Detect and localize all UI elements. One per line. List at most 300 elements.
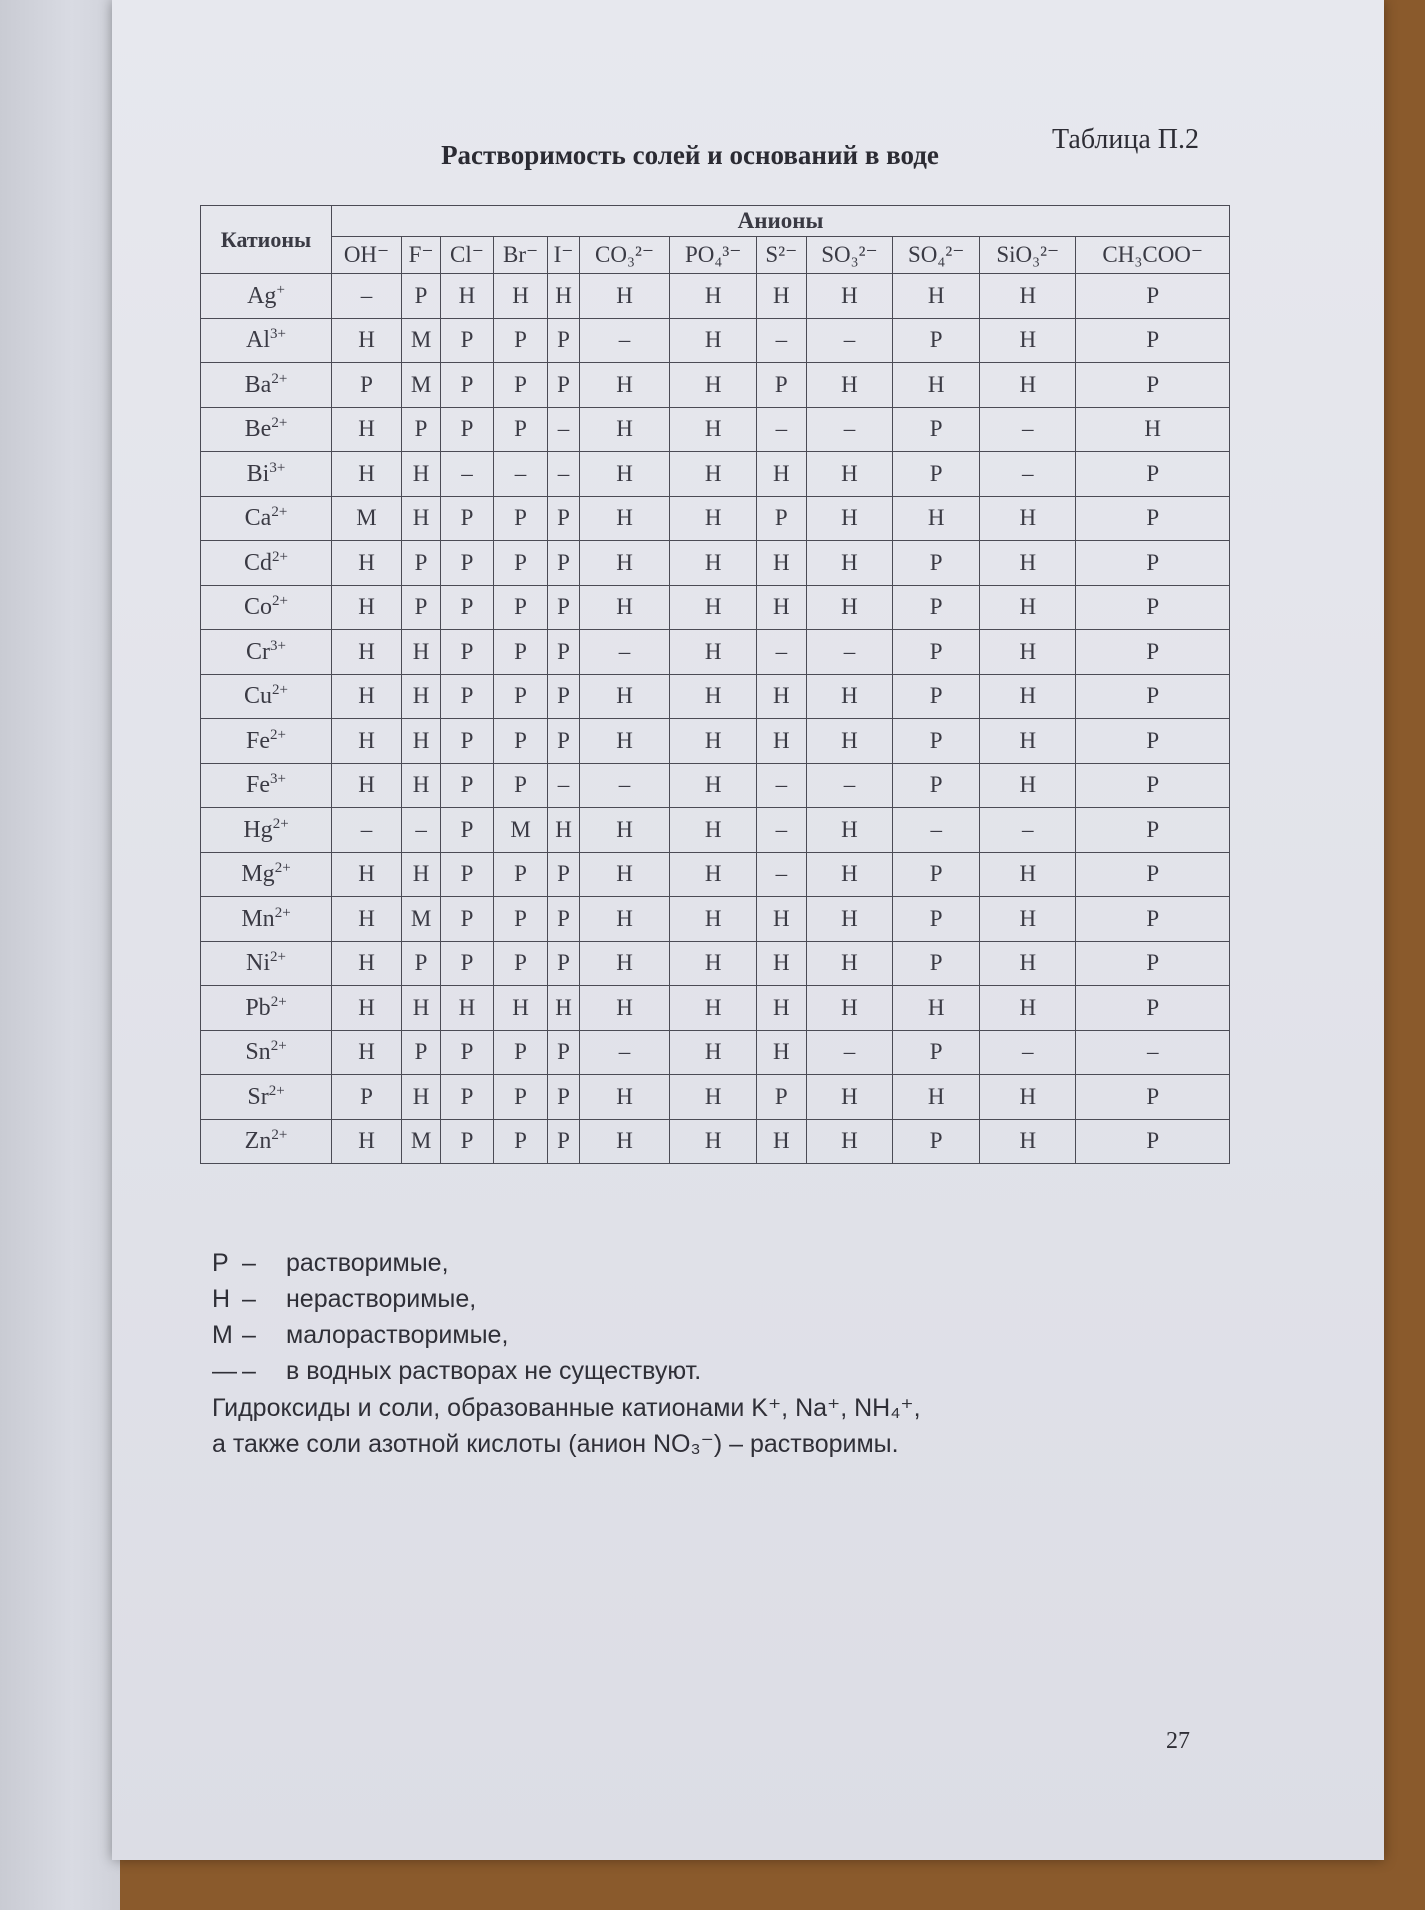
solubility-cell: Н	[493, 274, 548, 319]
solubility-cell: Н	[579, 719, 670, 764]
solubility-cell: Н	[332, 941, 402, 986]
cation-charge: 3+	[269, 459, 286, 476]
solubility-cell: Н	[806, 585, 893, 630]
solubility-cell: Н	[670, 986, 757, 1031]
solubility-cell: Р	[1076, 496, 1230, 541]
cation-symbol: Ba	[244, 371, 272, 398]
solubility-cell: Н	[980, 674, 1076, 719]
cation-symbol: Pb	[245, 994, 271, 1021]
solubility-cell: Р	[493, 630, 548, 675]
cation-charge: 2+	[272, 548, 288, 565]
solubility-cell: –	[1076, 1030, 1230, 1075]
cation-symbol: Ca	[244, 505, 272, 532]
cation-cell	[201, 897, 332, 942]
solubility-cell: Р	[548, 318, 579, 363]
solubility-cell: –	[579, 630, 670, 675]
solubility-cell: Н	[980, 318, 1076, 363]
anion-header-cell: F⁻	[402, 237, 441, 274]
solubility-cell: Р	[493, 897, 548, 942]
solubility-cell: Р	[548, 585, 579, 630]
table-row	[201, 318, 1230, 363]
solubility-cell: Р	[548, 1119, 579, 1164]
solubility-cell: Н	[332, 585, 402, 630]
solubility-cell: Р	[441, 941, 494, 986]
solubility-cell: –	[757, 407, 807, 452]
solubility-cell: –	[757, 852, 807, 897]
solubility-cell: Р	[1076, 318, 1230, 363]
anion-header-row	[201, 237, 1230, 274]
solubility-cell: Н	[579, 674, 670, 719]
cation-symbol: Fe	[246, 772, 271, 799]
solubility-cell: Н	[980, 363, 1076, 408]
table-title: Растворимость солей и оснований в воде	[441, 140, 939, 170]
solubility-cell: Н	[980, 496, 1076, 541]
solubility-cell: Н	[332, 407, 402, 452]
cation-symbol: Cr	[246, 638, 271, 665]
solubility-cell: Р	[757, 1075, 807, 1120]
solubility-cell: Р	[493, 541, 548, 586]
cation-cell	[201, 1030, 332, 1075]
anion-header-cell: PO₄³⁻	[670, 237, 757, 274]
cation-cell	[201, 763, 332, 808]
solubility-cell: Р	[441, 852, 494, 897]
solubility-cell: Н	[670, 363, 757, 408]
solubility-cell: Р	[757, 496, 807, 541]
anion-header-cell: SO₃²⁻	[806, 237, 893, 274]
solubility-cell: Н	[493, 986, 548, 1031]
solubility-cell: Н	[402, 496, 441, 541]
solubility-cell: –	[893, 808, 980, 853]
solubility-cell: Н	[402, 452, 441, 497]
table-row	[201, 763, 1230, 808]
table-row	[201, 407, 1230, 452]
solubility-cell: Н	[579, 897, 670, 942]
solubility-cell: Н	[806, 541, 893, 586]
solubility-cell: –	[402, 808, 441, 853]
solubility-cell: Н	[980, 763, 1076, 808]
solubility-cell: Н	[579, 852, 670, 897]
solubility-cell: Н	[757, 719, 807, 764]
legend	[212, 1245, 701, 1389]
solubility-cell: Р	[493, 941, 548, 986]
solubility-cell: Н	[670, 1119, 757, 1164]
solubility-cell: Н	[402, 1075, 441, 1120]
solubility-cell: Р	[893, 719, 980, 764]
table-row	[201, 808, 1230, 853]
solubility-cell: –	[493, 452, 548, 497]
cation-charge: 2+	[274, 904, 291, 921]
solubility-cell: Н	[579, 585, 670, 630]
solubility-cell: Н	[757, 585, 807, 630]
cation-symbol: Sn	[245, 1039, 271, 1066]
solubility-cell: Н	[332, 897, 402, 942]
cation-charge: 2+	[272, 593, 288, 610]
legend-separator: –	[242, 1249, 256, 1277]
solubility-cell: Р	[441, 630, 494, 675]
solubility-cell: Р	[493, 1030, 548, 1075]
solubility-cell: Н	[893, 274, 980, 319]
solubility-cell: Н	[332, 986, 402, 1031]
solubility-cell: Н	[332, 1030, 402, 1075]
solubility-cell: Н	[670, 852, 757, 897]
solubility-cell: Р	[493, 363, 548, 408]
solubility-cell: Р	[1076, 452, 1230, 497]
solubility-cell: Н	[332, 719, 402, 764]
solubility-cell: Н	[670, 496, 757, 541]
cations-header: Катионы	[201, 206, 332, 274]
solubility-cell: Р	[548, 941, 579, 986]
solubility-cell: Р	[548, 1030, 579, 1075]
solubility-cell: Р	[893, 630, 980, 675]
solubility-cell: –	[757, 630, 807, 675]
solubility-cell: Р	[441, 719, 494, 764]
solubility-cell: Н	[579, 808, 670, 853]
solubility-cell: –	[980, 808, 1076, 853]
cation-symbol: Sr	[247, 1083, 269, 1110]
solubility-cell: Р	[332, 363, 402, 408]
legend-separator: –	[242, 1357, 256, 1385]
cation-symbol: Ag	[247, 282, 277, 309]
solubility-cell: Н	[757, 897, 807, 942]
solubility-cell: Р	[441, 496, 494, 541]
solubility-cell: Н	[806, 941, 893, 986]
solubility-cell: Р	[441, 541, 494, 586]
solubility-cell: Р	[441, 407, 494, 452]
header-group-row	[201, 206, 1230, 237]
table-row	[201, 452, 1230, 497]
solubility-cell: Н	[670, 274, 757, 319]
table-row	[201, 897, 1230, 942]
solubility-cell: Н	[579, 941, 670, 986]
solubility-cell: Н	[806, 986, 893, 1031]
solubility-cell: Н	[670, 630, 757, 675]
cation-cell	[201, 1075, 332, 1120]
cation-charge: 2+	[272, 815, 289, 832]
solubility-cell: Н	[332, 630, 402, 675]
solubility-cell: Р	[441, 763, 494, 808]
solubility-cell: Р	[402, 274, 441, 319]
solubility-cell: Н	[332, 763, 402, 808]
solubility-cell: Н	[806, 452, 893, 497]
solubility-cell: Н	[670, 763, 757, 808]
solubility-cell: Н	[757, 541, 807, 586]
cation-charge: 2+	[271, 504, 288, 521]
legend-text: в водных растворах не существуют.	[286, 1357, 702, 1385]
solubility-cell: М	[402, 1119, 441, 1164]
solubility-cell: Н	[332, 852, 402, 897]
anion-header-cell: CH₃COO⁻	[1076, 237, 1230, 274]
cation-cell	[201, 1119, 332, 1164]
cation-symbol: Mn	[241, 905, 275, 932]
legend-item	[212, 1245, 701, 1281]
solubility-cell: Р	[1076, 897, 1230, 942]
solubility-cell: Р	[1076, 363, 1230, 408]
solubility-cell: Н	[548, 986, 579, 1031]
solubility-cell: Н	[579, 363, 670, 408]
legend-item	[212, 1317, 701, 1353]
cation-charge: 2+	[268, 1082, 285, 1099]
solubility-cell: Н	[579, 1075, 670, 1120]
cation-charge: 2+	[270, 949, 286, 966]
solubility-cell: Р	[548, 897, 579, 942]
cation-symbol: Hg	[243, 816, 273, 843]
cation-charge: 2+	[272, 682, 288, 699]
cation-symbol: Ni	[246, 950, 271, 977]
solubility-cell: Н	[893, 496, 980, 541]
solubility-cell: Н	[402, 986, 441, 1031]
solubility-cell: –	[980, 1030, 1076, 1075]
legend-symbol: М	[212, 1321, 233, 1349]
solubility-cell: Р	[1076, 852, 1230, 897]
table-row	[201, 719, 1230, 764]
legend-symbol: Р	[212, 1249, 229, 1277]
solubility-cell: Р	[893, 407, 980, 452]
solubility-cell: –	[548, 452, 579, 497]
solubility-cell: Р	[893, 941, 980, 986]
solubility-cell: Н	[402, 674, 441, 719]
table-row	[201, 585, 1230, 630]
solubility-cell: Р	[493, 496, 548, 541]
solubility-cell: –	[441, 452, 494, 497]
solubility-cell: Н	[332, 541, 402, 586]
solubility-cell: Р	[893, 897, 980, 942]
solubility-cell: Н	[893, 986, 980, 1031]
solubility-cell: Р	[1076, 541, 1230, 586]
legend-text: малорастворимые,	[286, 1321, 509, 1349]
solubility-cell: Н	[670, 585, 757, 630]
solubility-cell: Р	[493, 1075, 548, 1120]
cation-cell	[201, 318, 332, 363]
table-row	[201, 941, 1230, 986]
solubility-cell: –	[806, 630, 893, 675]
anion-header-cell: Cl⁻	[441, 237, 494, 274]
solubility-cell: Р	[493, 318, 548, 363]
solubility-cell: Н	[980, 585, 1076, 630]
solubility-cell: М	[493, 808, 548, 853]
solubility-cell: Н	[980, 1119, 1076, 1164]
solubility-cell: Н	[441, 986, 494, 1031]
solubility-cell: Н	[980, 986, 1076, 1031]
solubility-cell: Н	[757, 274, 807, 319]
anion-header-cell: I⁻	[548, 237, 579, 274]
cation-cell	[201, 986, 332, 1031]
table-row	[201, 1075, 1230, 1120]
solubility-cell: Н	[980, 897, 1076, 942]
cation-symbol: Zn	[244, 1128, 272, 1155]
legend-separator: –	[242, 1321, 256, 1349]
table-row	[201, 852, 1230, 897]
anions-header: Анионы	[332, 206, 1230, 237]
solubility-cell: Н	[402, 852, 441, 897]
solubility-cell: Н	[579, 274, 670, 319]
solubility-cell: Н	[579, 1119, 670, 1164]
anion-header-cell: OH⁻	[332, 237, 402, 274]
solubility-cell: Н	[670, 1030, 757, 1075]
page-number: 27	[1166, 1728, 1190, 1754]
solubility-cell: Н	[332, 674, 402, 719]
cation-symbol: Co	[244, 594, 273, 621]
cation-cell	[201, 496, 332, 541]
table-row	[201, 674, 1230, 719]
solubility-cell: Р	[402, 541, 441, 586]
cation-charge: 3+	[270, 637, 286, 654]
table-row	[201, 496, 1230, 541]
legend-separator: –	[242, 1285, 256, 1313]
solubility-cell: Н	[670, 808, 757, 853]
solubility-cell: Р	[548, 363, 579, 408]
solubility-cell: Н	[806, 674, 893, 719]
cation-cell	[201, 541, 332, 586]
solubility-cell: М	[402, 897, 441, 942]
cation-cell	[201, 407, 332, 452]
cation-charge: 2+	[270, 726, 286, 743]
legend-symbol: —	[212, 1357, 237, 1385]
solubility-cell: Р	[402, 407, 441, 452]
solubility-cell: Р	[1076, 1075, 1230, 1120]
solubility-cell: Р	[548, 1075, 579, 1120]
solubility-cell: Н	[670, 674, 757, 719]
solubility-cell: –	[579, 763, 670, 808]
table-row	[201, 274, 1230, 319]
solubility-cell: Н	[980, 852, 1076, 897]
solubility-cell: Р	[1076, 630, 1230, 675]
table-row	[201, 541, 1230, 586]
cation-symbol: Cd	[244, 549, 273, 576]
anion-header-cell: SO₄²⁻	[893, 237, 980, 274]
table-row	[201, 363, 1230, 408]
solubility-cell: –	[757, 763, 807, 808]
cation-charge: 2+	[271, 370, 288, 387]
solubility-cell: –	[757, 318, 807, 363]
solubility-cell: Р	[757, 363, 807, 408]
solubility-cell: Р	[493, 719, 548, 764]
solubility-cell: Н	[332, 452, 402, 497]
solubility-cell: М	[332, 496, 402, 541]
solubility-cell: Р	[441, 808, 494, 853]
solubility-cell: Н	[441, 274, 494, 319]
solubility-cell: Р	[332, 1075, 402, 1120]
cation-cell	[201, 630, 332, 675]
solubility-cell: Н	[757, 941, 807, 986]
solubility-cell: Н	[806, 1119, 893, 1164]
solubility-cell: Н	[980, 630, 1076, 675]
cation-charge: 2+	[271, 1127, 288, 1144]
solubility-cell: Р	[493, 407, 548, 452]
anion-header-cell: Br⁻	[493, 237, 548, 274]
solubility-cell: Н	[806, 496, 893, 541]
table-body	[201, 274, 1230, 1164]
solubility-cell: Р	[548, 496, 579, 541]
solubility-cell: Н	[980, 274, 1076, 319]
solubility-cell: –	[757, 808, 807, 853]
solubility-cell: Р	[1076, 986, 1230, 1031]
table-row	[201, 1030, 1230, 1075]
solubility-cell: Р	[893, 541, 980, 586]
solubility-cell: Р	[441, 318, 494, 363]
solubility-cell: Н	[806, 719, 893, 764]
solubility-cell: Р	[893, 1030, 980, 1075]
solubility-cell: Н	[402, 763, 441, 808]
solubility-cell: Н	[579, 986, 670, 1031]
solubility-cell: Н	[670, 541, 757, 586]
solubility-cell: Р	[441, 1030, 494, 1075]
solubility-cell: Н	[548, 274, 579, 319]
solubility-cell: Р	[893, 318, 980, 363]
solubility-cell: Р	[493, 585, 548, 630]
solubility-cell: Н	[893, 363, 980, 408]
legend-text: растворимые,	[286, 1249, 449, 1277]
solubility-cell: Н	[670, 1075, 757, 1120]
anion-header-cell: SiO₃²⁻	[980, 237, 1076, 274]
legend-symbol: Н	[212, 1285, 231, 1313]
solubility-cell: Н	[402, 719, 441, 764]
cation-symbol: Be	[244, 416, 272, 443]
table-label: Таблица П.2	[1052, 124, 1199, 155]
solubility-cell: –	[579, 1030, 670, 1075]
table-row	[201, 986, 1230, 1031]
page-edge-shadow	[0, 0, 120, 1910]
legend-item	[212, 1281, 701, 1317]
solubility-cell: Р	[441, 674, 494, 719]
cation-charge: 2+	[270, 993, 287, 1010]
solubility-cell: Р	[441, 897, 494, 942]
cation-cell	[201, 363, 332, 408]
solubility-cell: М	[402, 318, 441, 363]
solubility-cell: Р	[402, 585, 441, 630]
solubility-cell: Н	[806, 897, 893, 942]
solubility-cell: Р	[441, 585, 494, 630]
solubility-cell: Н	[980, 941, 1076, 986]
solubility-cell: –	[548, 763, 579, 808]
cation-cell	[201, 808, 332, 853]
legend-text: нерастворимые,	[286, 1285, 477, 1313]
solubility-cell: Р	[1076, 719, 1230, 764]
solubility-cell: Н	[757, 1030, 807, 1075]
note-line-1: Гидроксиды и соли, образованные катионами K⁺, Na⁺, NH₄⁺,	[212, 1394, 921, 1422]
solubility-cell: Р	[893, 852, 980, 897]
solubility-cell: Н	[806, 363, 893, 408]
solubility-cell: –	[806, 407, 893, 452]
solubility-cell: –	[806, 318, 893, 363]
cation-symbol: Fe	[246, 727, 271, 754]
cation-charge: 2+	[270, 1038, 287, 1055]
solubility-cell: Р	[1076, 941, 1230, 986]
solubility-cell: Н	[980, 1075, 1076, 1120]
solubility-cell: Р	[402, 1030, 441, 1075]
solubility-cell: Н	[980, 719, 1076, 764]
cation-charge: 2+	[274, 860, 291, 877]
cation-symbol: Al	[246, 327, 271, 354]
cation-symbol: Bi	[246, 460, 270, 487]
solubility-cell: Н	[670, 452, 757, 497]
cation-cell	[201, 941, 332, 986]
solubility-cell: Р	[893, 1119, 980, 1164]
solubility-cell: Н	[806, 274, 893, 319]
solubility-cell: Р	[548, 674, 579, 719]
cation-cell	[201, 852, 332, 897]
solubility-cell: Р	[893, 763, 980, 808]
cation-cell	[201, 452, 332, 497]
solubility-cell: Р	[893, 585, 980, 630]
solubility-cell: Н	[332, 318, 402, 363]
solubility-cell: Н	[670, 407, 757, 452]
solubility-cell: Н	[806, 808, 893, 853]
note	[212, 1390, 921, 1462]
solubility-cell: Н	[757, 986, 807, 1031]
solubility-cell: Р	[548, 630, 579, 675]
solubility-cell: М	[402, 363, 441, 408]
solubility-cell: Н	[980, 541, 1076, 586]
